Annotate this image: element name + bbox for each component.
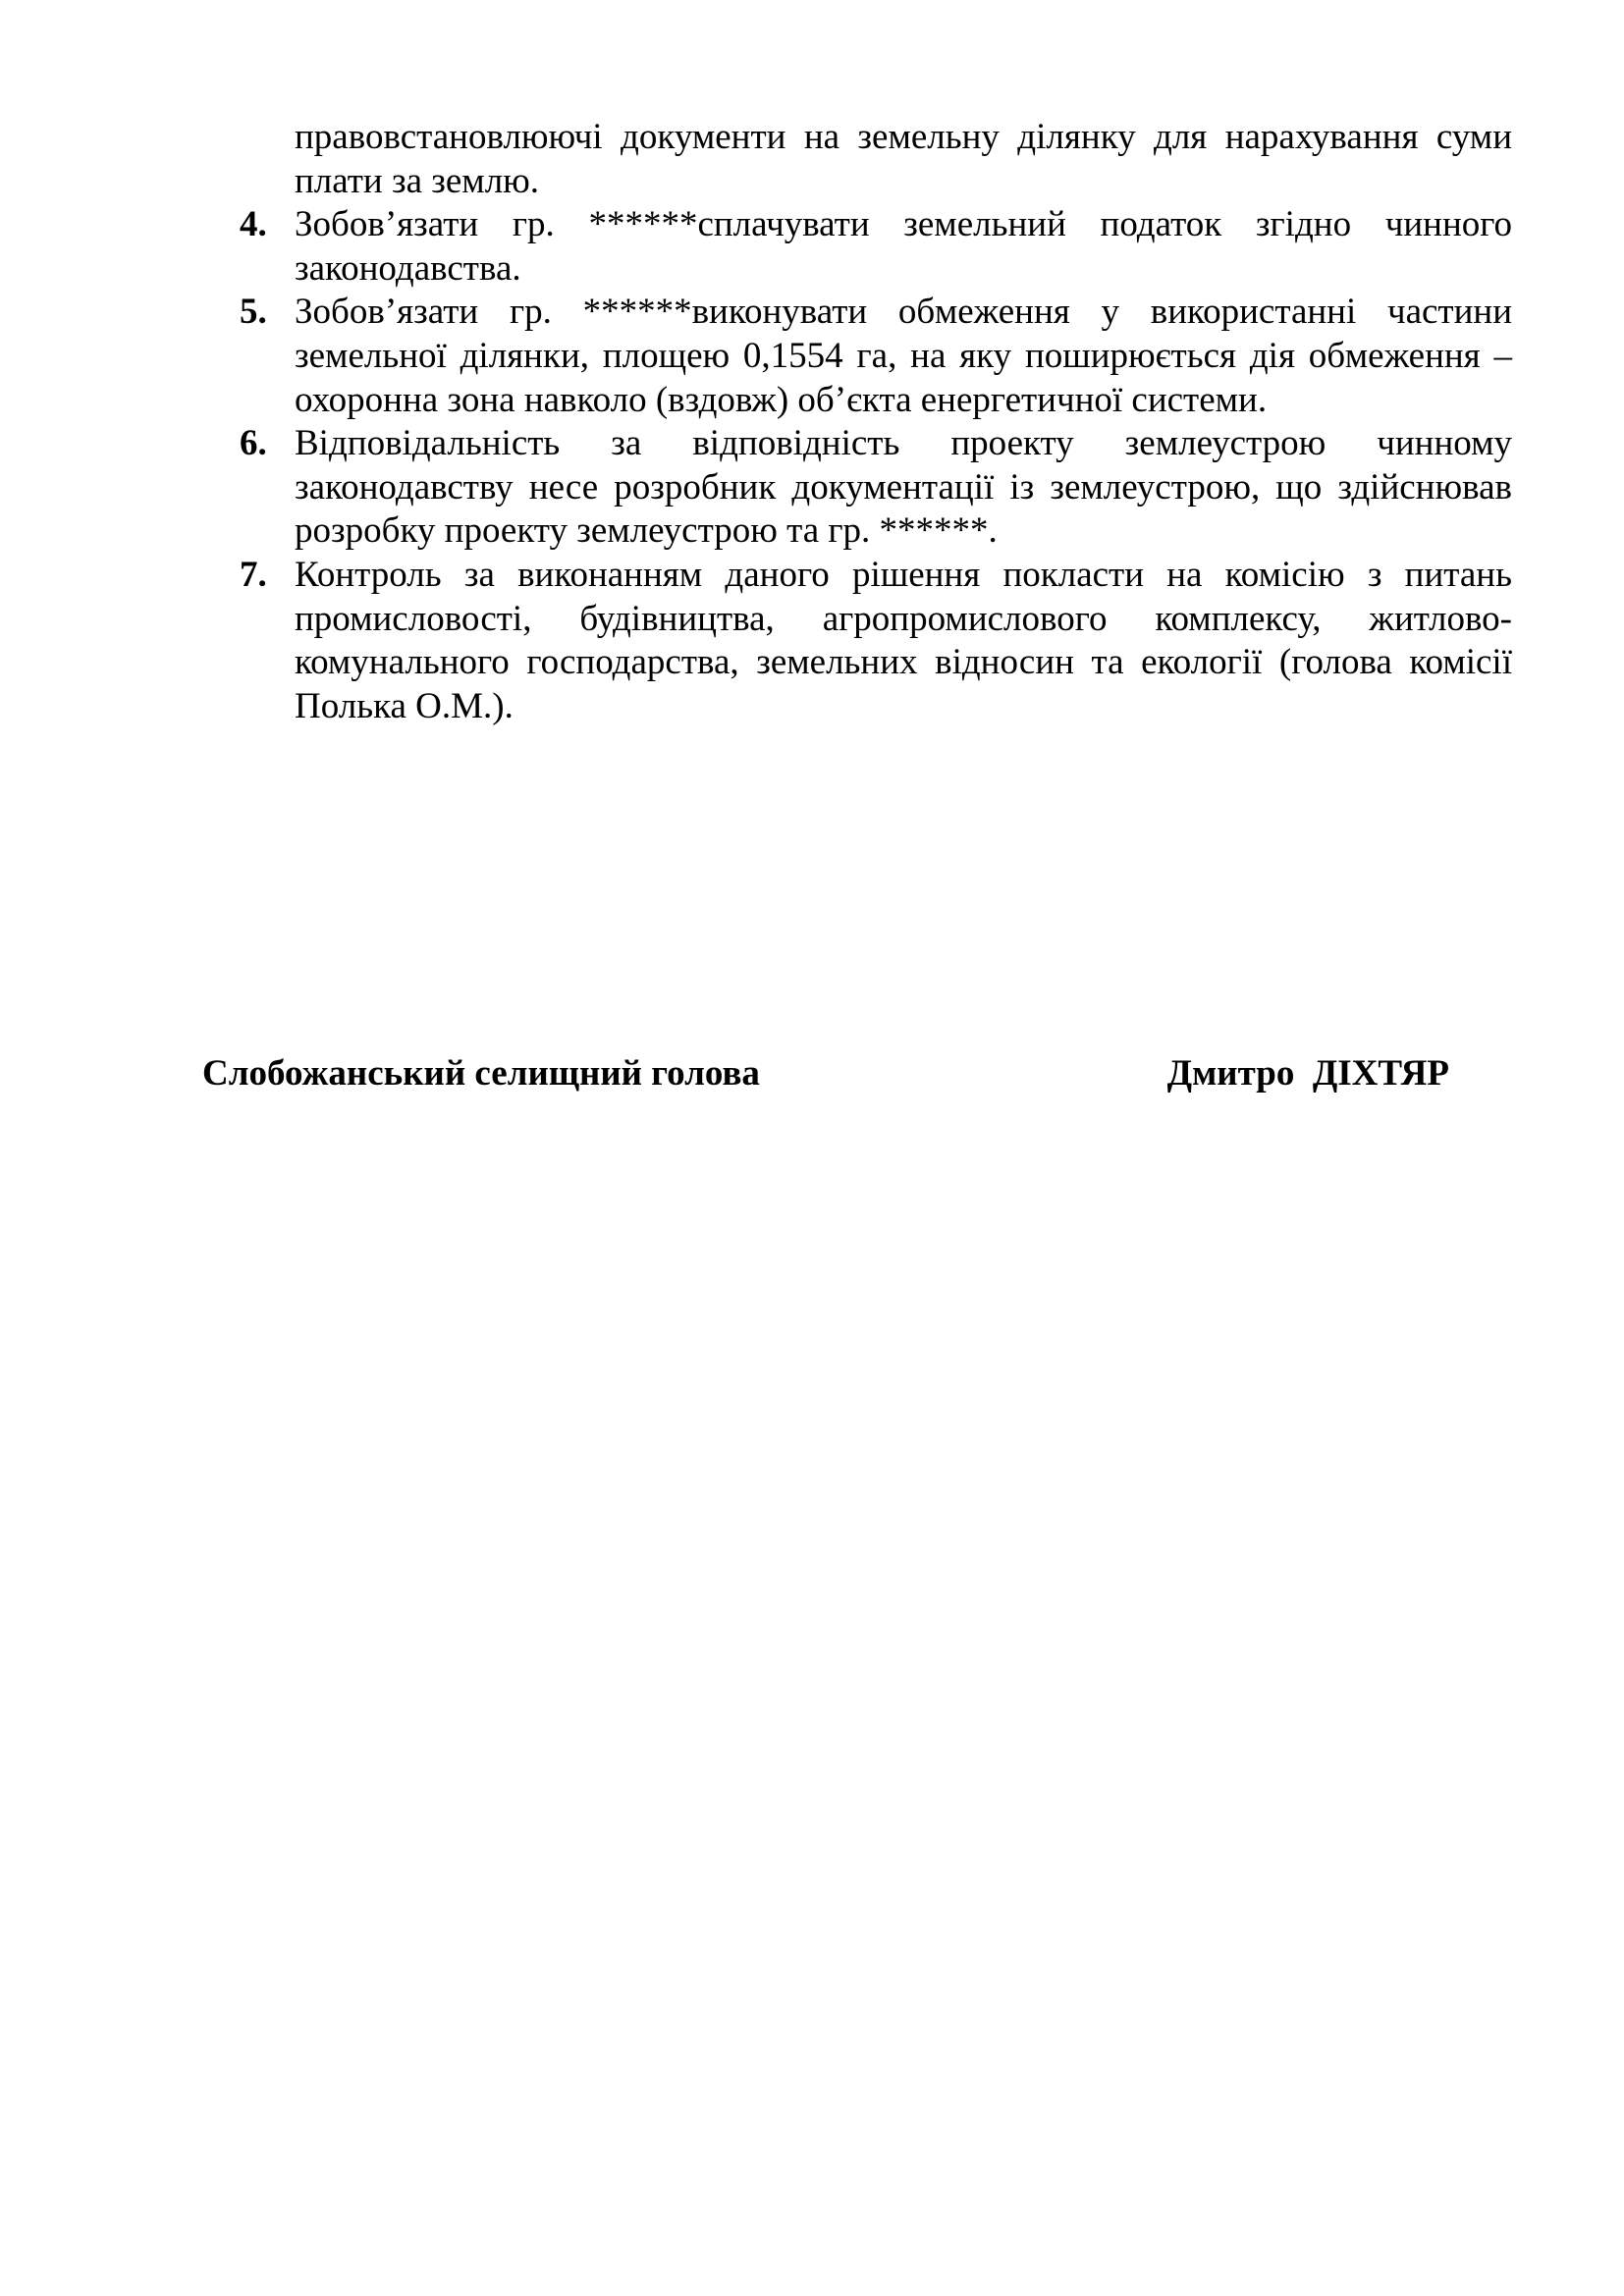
list-item-4 [236,203,1512,291]
item-number: 5. [240,292,267,333]
item-number: 7. [240,554,267,595]
list-item-6 [236,422,1512,554]
list-item-5 [236,291,1512,422]
signatory-position: Слобожанський селищний голова [202,1053,760,1094]
decision-body [236,116,1512,728]
item-text: Зобов’язати гр. ******сплачувати земельний податок згідно чинного законодавства. [295,204,1512,289]
item-number: 4. [240,204,267,245]
item-text: Контроль за виконанням даного рішення покласти на комісію з питань промисловості, будівництва, агропромислового комплексу, житлово-комунального господарства, земельних відносин та екології (голова комісії Полька О.М.). [295,554,1512,726]
item-number: 6. [240,423,267,464]
item-text: Зобов’язати гр. ******виконувати обмеження у використанні частини земельної ділянки, площею 0,1554 га, на яку поширюється дія обмеження – охоронна зона навколо (вздовж) об’єкта енергетичної системи. [295,292,1512,420]
signatory-name: Дмитро ДІХТЯР [1166,1053,1449,1094]
continuation-paragraph: правовстановлюючі документи на земельну ділянку для нарахування суми плати за землю. [295,117,1512,201]
item-text: Відповідальність за відповідність проекту землеустрою чинному законодавству несе розробник документації із землеустрою, що здійснював розробку проекту землеустрою та гр. ******. [295,423,1512,552]
list-item-7 [236,554,1512,728]
